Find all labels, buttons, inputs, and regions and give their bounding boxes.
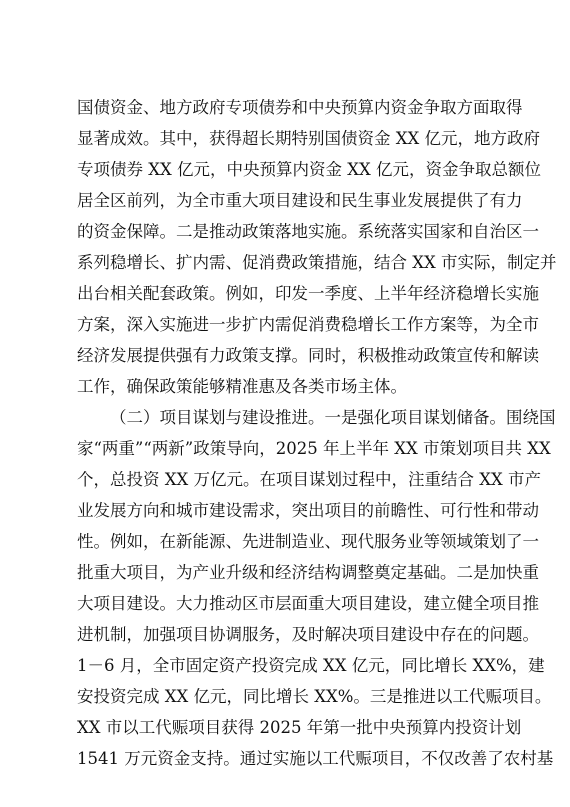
text-line: 经济发展提供强有力政策支撑。同时，积极推动政策宣传和解读 [77,346,539,365]
text-line: 专项债券 XX 亿元，中央预算内资金 XX 亿元，资金争取总额位 [77,160,541,179]
text-line: 1541 万元资金支持。通过实施以工代赈项目，不仅改善了农村基 [77,749,554,768]
text-line: 居全区前列，为全市重大项目建设和民生事业发展提供了有力 [77,191,523,210]
text-line: 个，总投资 XX 万亿元。在项目谋划过程中，注重结合 XX 市产 [77,470,541,489]
text-line: 业发展方向和城市建设需求，突出项目的前瞻性、可行性和带动 [77,501,539,520]
text-line: 安投资完成 XX 亿元，同比增长 XX%。三是推进以工代赈项目。 [77,687,552,706]
section-heading-line: （二）项目谋划与建设推进。一是强化项目谋划储备。围绕国 [110,408,556,427]
text-line: 工作，确保政策能够精准惠及各类市场主体。 [77,377,407,396]
text-line: 大项目建设。大力推动区市层面重大项目建设，建立健全项目推 [77,594,539,613]
text-line: 出台相关配套政策。例如，印发一季度、上半年经济稳增长实施 [77,284,539,303]
text-line: 的资金保障。二是推动政策落地实施。系统落实国家和自治区一 [77,222,539,241]
text-line: 1－6 月，全市固定资产投资完成 XX 亿元，同比增长 XX%，建 [77,656,545,675]
text-line: XX 市以工代赈项目获得 2025 年第一批中央预算内投资计划 [77,718,522,737]
text-line: 显著成效。其中，获得超长期特别国债资金 XX 亿元，地方政府 [77,129,540,148]
text-line: 国债资金、地方政府专项债券和中央预算内资金争取方面取得 [77,98,523,117]
text-line: 性。例如，在新能源、先进制造业、现代服务业等领域策划了一 [77,532,539,551]
text-line: 方案，深入实施进一步扩内需促消费稳增长工作方案等，为全市 [77,315,539,334]
text-line: 批重大项目，为产业升级和经济结构调整奠定基础。二是加快重 [77,563,539,582]
text-line: 进机制，加强项目协调服务，及时解决项目建设中存在的问题。 [77,625,539,644]
text-line: 系列稳增长、扩内需、促消费政策措施，结合 XX 市实际，制定并 [77,253,557,272]
text-line: 家“两重”“两新”政策导向，2025 年上半年 XX 市策划项目共 XX [77,439,551,458]
